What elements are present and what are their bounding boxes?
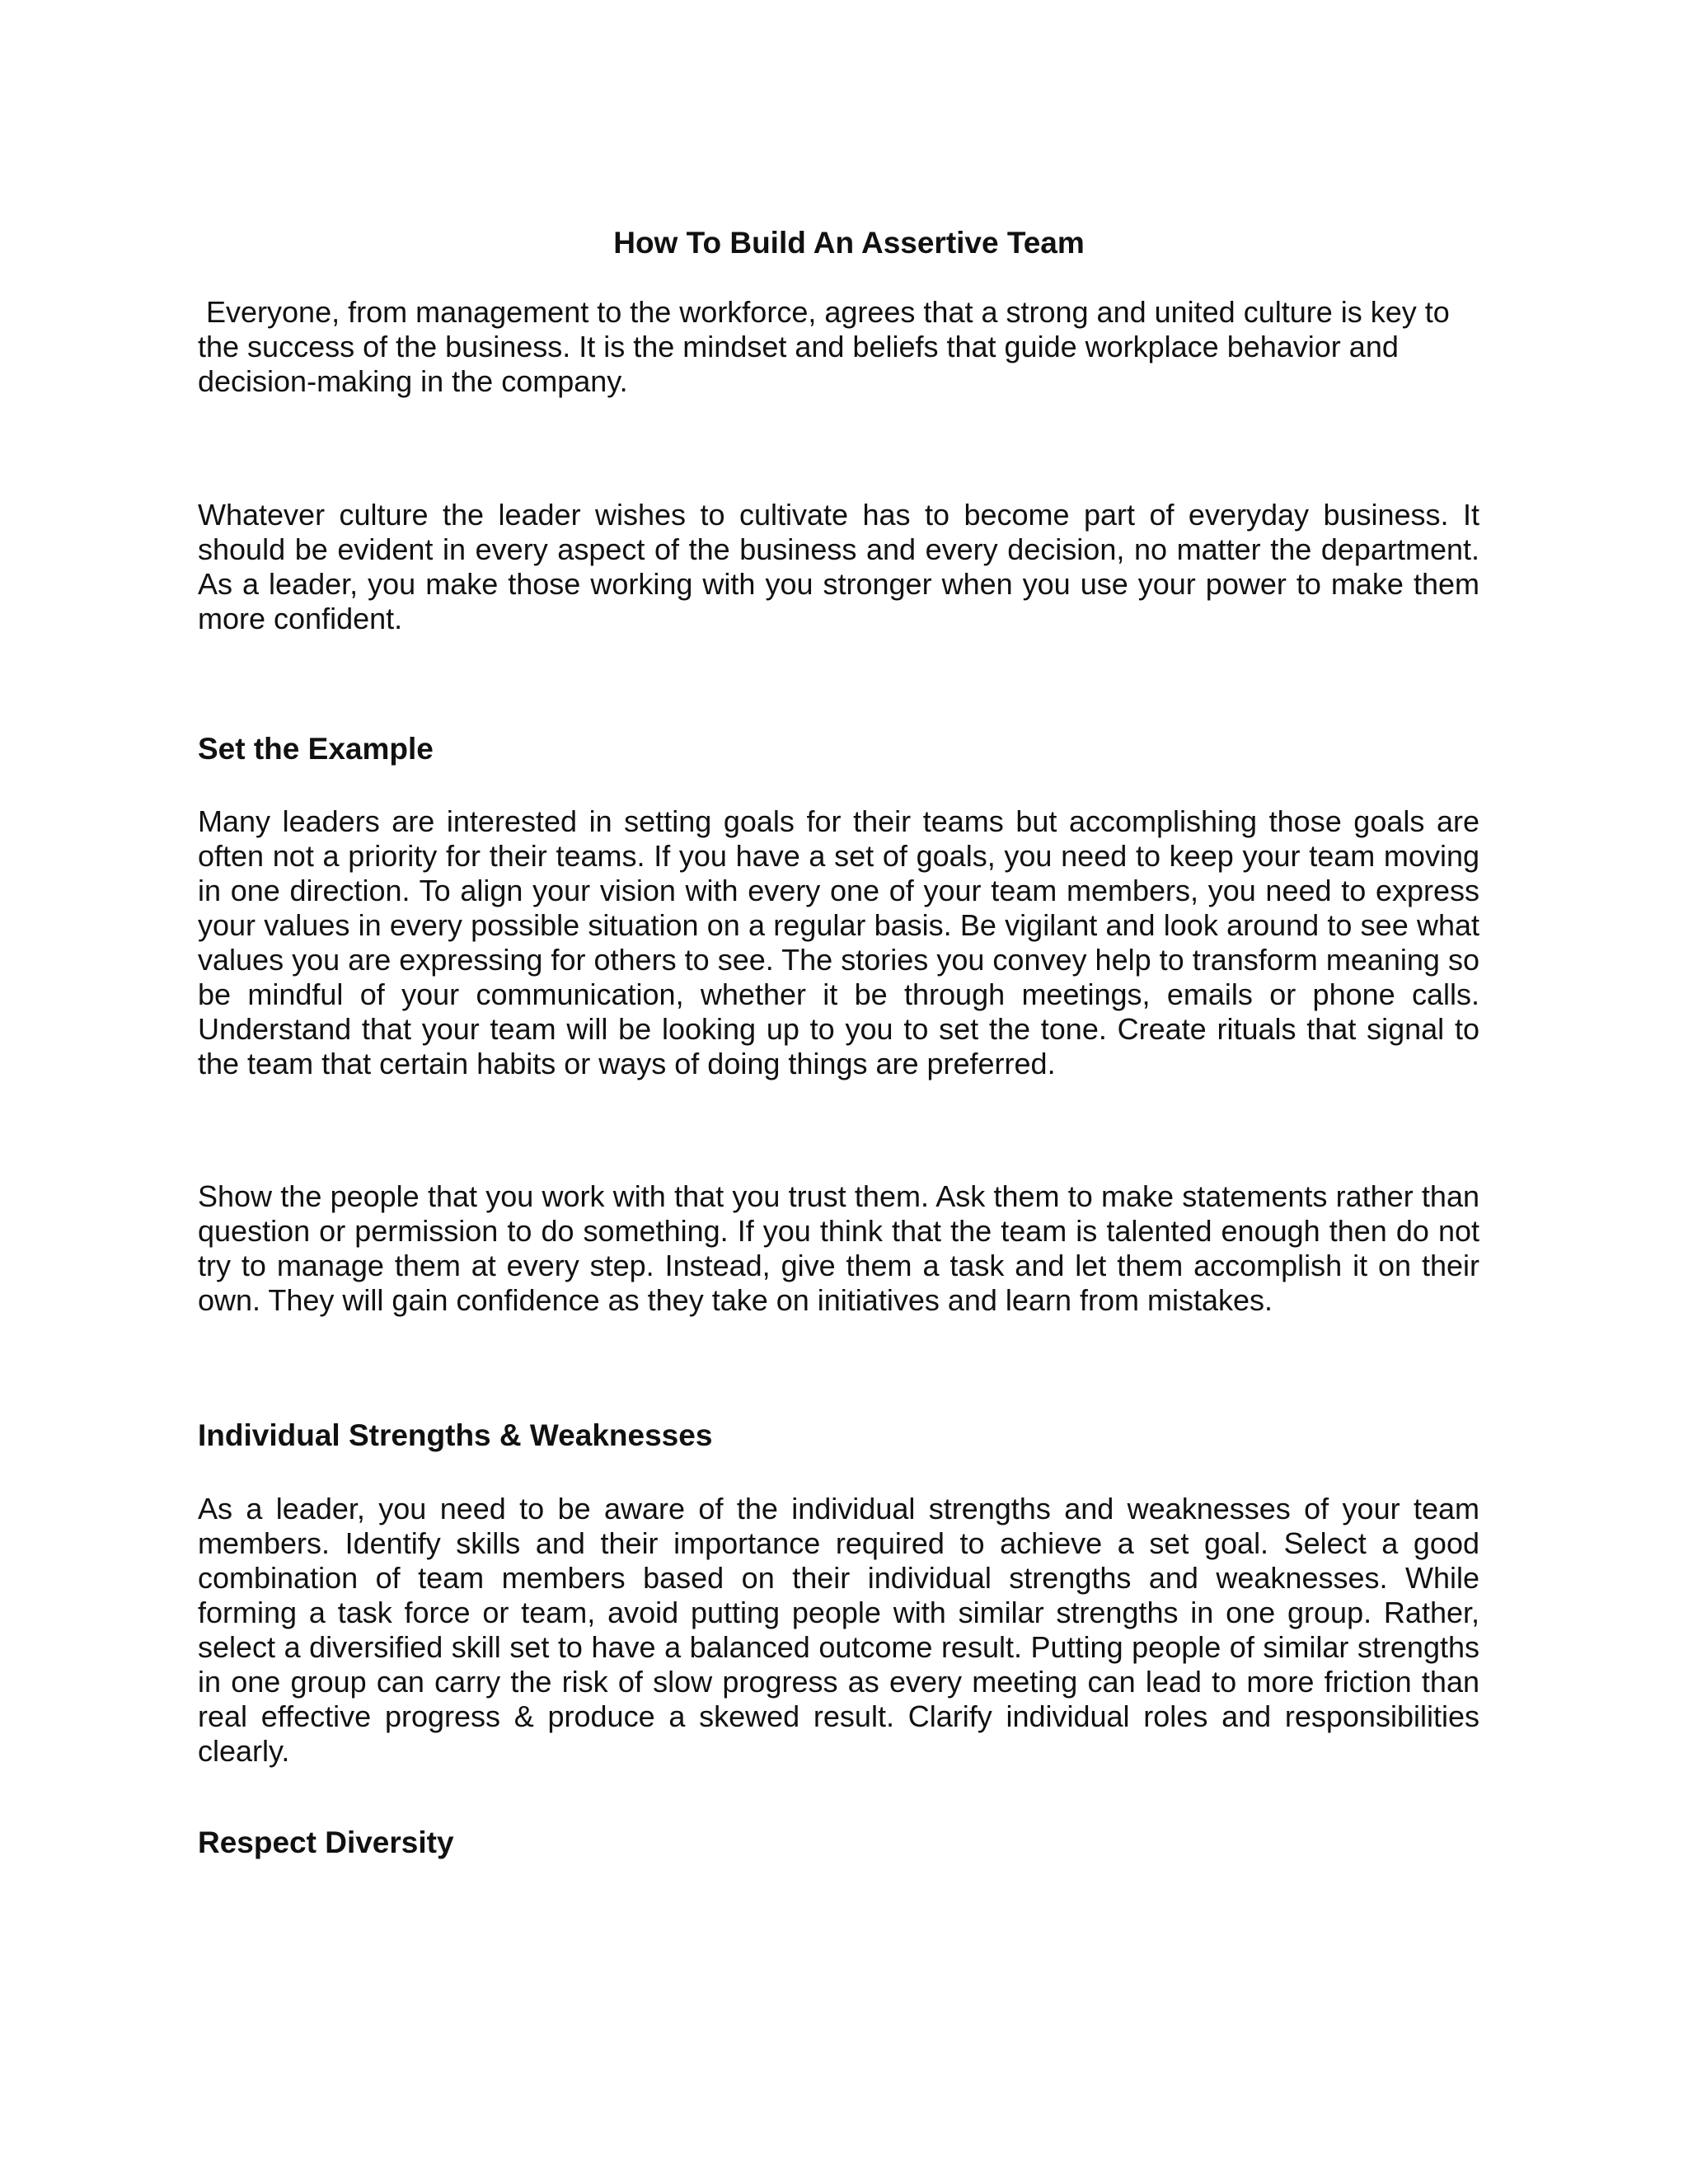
section-heading-set-the-example: Set the Example: [198, 732, 434, 766]
section-heading-respect-diversity: Respect Diversity: [198, 1825, 454, 1859]
intro-paragraph-1: Everyone, from management to the workforce, agrees that a strong and united culture is key to the success of the business. It is the mindset and beliefs that guide workplace behavior and decision-making in the company.: [198, 295, 1450, 398]
document-title: How To Build An Assertive Team: [613, 226, 1085, 260]
set-the-example-paragraph-1: Many leaders are interested in setting goals for their teams but accomplishing those goals are often not a priority for their teams. If you have a set of goals, you need to keep your team moving in one direction. To align your vision with every one of your team members, you need to express your values in every possible situation on a regular basis. Be vigilant and look around to see what values you are expressing for others to see. The stories you convey help to transform meaning so be mindful of your communication, whether it be through meetings, emails or phone calls. Understand that your team will be looking up to you to set the tone. Create rituals that signal to the team that certain habits or ways of doing things are preferred.: [198, 804, 1479, 1080]
intro-paragraph-2: Whatever culture the leader wishes to cultivate has to become part of everyday business. It should be evident in every aspect of the business and every decision, no matter the department. As a leader, you make those working with you stronger when you use your power to make them more confident.: [198, 498, 1479, 635]
individual-strengths-paragraph-1: As a leader, you need to be aware of the individual strengths and weaknesses of your team members. Identify skills and their importance required to achieve a set goal. Select a good combination of team members based on their individual strengths and weaknesses. While forming a task force or team, avoid putting people with similar strengths in one group. Rather, select a diversified skill set to have a balanced outcome result. Putting people of similar strengths in one group can carry the risk of slow progress as every meeting can lead to more friction than real effective progress & produce a skewed result. Clarify individual roles and responsibilities clearly.: [198, 1492, 1479, 1768]
section-heading-individual-strengths: Individual Strengths & Weaknesses: [198, 1418, 713, 1452]
set-the-example-paragraph-2: Show the people that you work with that you trust them. Ask them to make statements rather than question or permission to do something. If you think that the team is talented enough then do not try to manage them at every step. Instead, give them a task and let them accomplish it on their own. They will gain confidence as they take on initiatives and learn from mistakes.: [198, 1179, 1479, 1317]
